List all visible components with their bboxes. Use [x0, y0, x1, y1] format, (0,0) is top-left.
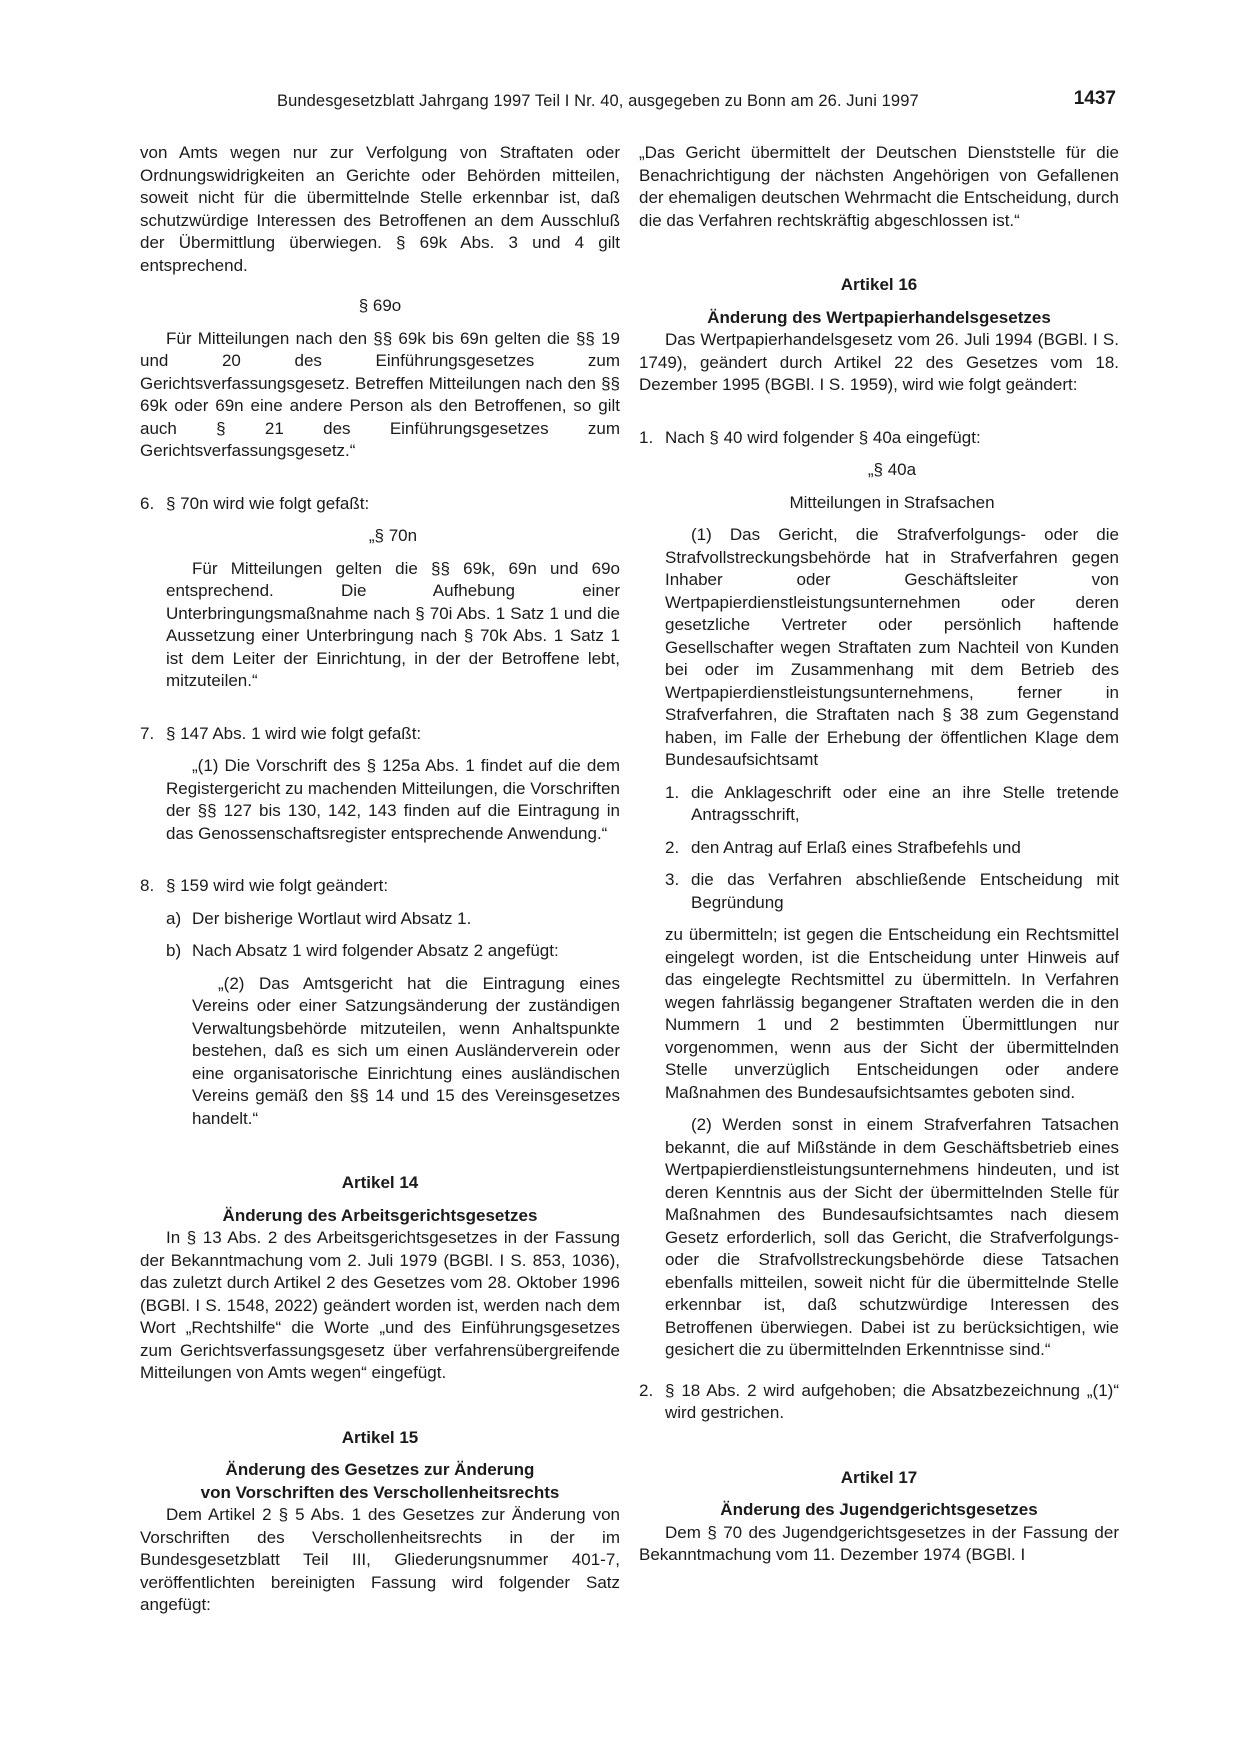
article-16-subtitle: Änderung des Wertpapierhandelsgesetzes	[707, 307, 1051, 327]
list-text: die Anklageschrift oder eine an ihre Stelle tretende Antragsschrift,	[691, 782, 1119, 824]
left-intro-paragraph: von Amts wegen nur zur Verfolgung von Straftaten oder Ordnungswidrigkeiten an Gerichte oder Behörden mitteilen, soweit nicht für die übermittelnde Stelle erkennbar ist, daß schutzwürdige Interessen des Betroffenen an dem Ausschluß der Übermittlung überwiegen. § 69k Abs. 3 und 4 gilt entsprechend.	[140, 143, 620, 275]
list-item	[639, 837, 1119, 860]
item-text: § 159 wird wie folgt geändert:	[166, 876, 389, 895]
item-number: 6.	[140, 493, 155, 513]
section-70n-heading: „§ 70n	[368, 526, 418, 545]
item-text: § 18 Abs. 2 wird aufgehoben; die Absatzbezeichnung „(1)“ wird gestrichen.	[665, 1380, 1119, 1422]
page-number: 1437	[1073, 88, 1116, 109]
list-item-6	[140, 493, 620, 516]
list-number: 2.	[665, 837, 680, 857]
list-item	[639, 869, 1119, 914]
article-15-subtitle-line-2: von Vorschriften des Verschollenheitsrechts	[200, 1482, 560, 1502]
sub-item-letter: b)	[166, 941, 182, 960]
article-14-subtitle: Änderung des Arbeitsgerichtsgesetzes	[222, 1205, 538, 1225]
list-text: den Antrag auf Erlaß eines Strafbefehls und	[691, 837, 1021, 857]
item-number: 1.	[639, 427, 654, 447]
list-item-7	[140, 723, 620, 746]
section-69o-heading: § 69o	[358, 296, 402, 315]
article-17-text: Dem § 70 des Jugendgerichtsgesetzes in der Fassung der Bekanntmachung vom 11. Dezember 1974 (BGBl. I	[639, 1522, 1119, 1564]
list-item-8	[140, 875, 620, 898]
article-15-subtitle-line-1: Änderung des Gesetzes zur Änderung	[225, 1460, 535, 1479]
sub-item-text: Nach Absatz 1 wird folgender Absatz 2 angefügt:	[192, 941, 559, 960]
list-number: 1.	[665, 782, 680, 802]
section-69o-text: Für Mitteilungen nach den §§ 69k bis 69n gelten die §§ 19 und 20 des Einführungsgesetzes zum Gerichtsverfassungsgesetz. Betreffen Mitteilungen nach den §§ 69k oder 69n eine andere Person als den Betroffenen, so gilt auch § 21 des Einführungsgesetzes zum Gerichtsverfassungsgesetz.“	[140, 328, 620, 460]
sub-item-text: Der bisherige Wortlaut wird Absatz 1.	[192, 908, 472, 928]
sub-item-8a	[140, 908, 620, 931]
article-14-text: In § 13 Abs. 2 des Arbeitsgerichtsgesetzes in der Fassung der Bekanntmachung vom 2. Juli 1979 (BGBl. I S. 853, 1036), das zuletzt durch Artikel 2 des Gesetzes vom 28. Oktober 1996 (BGBl. I S. 1548, 2022) geändert worden ist, werden nach dem Wort „Rechtshilfe“ die Worte „und des Einführungsgesetzes zum Gerichtsverfassungsgesetz über verfahrensübergreifende Mitteilungen von Amts wegen“ eingefügt.	[140, 1228, 620, 1382]
item-8b-quote: „(2) Das Amtsgericht hat die Eintragung eines Vereins oder einer Satzungsänderung der zuständigen Verwaltungsbehörde mitzuteilen, wenn Anhaltspunkte bestehen, daß es sich um einen Ausländerverein oder eine organisatorische Einrichtung eines ausländischen Vereins gemäß den §§ 14 und 15 des Vereinsgesetzes handelt.“	[192, 973, 620, 1128]
article-15-text: Dem Artikel 2 § 5 Abs. 1 des Gesetzes zur Änderung von Vorschriften des Verschollenheitsrechts in der im Bundesgesetzblatt Teil III, Gliederungsnummer 401-7, veröffentlichten bereinigten Fassung wird folgender Satz angefügt:	[140, 1505, 620, 1614]
list-item-2	[639, 1380, 1119, 1425]
article-17-subtitle: Änderung des Jugendgerichtsgesetzes	[720, 1500, 1038, 1519]
list-text: die das Verfahren abschließende Entscheidung mit Begründung	[691, 870, 1119, 912]
left-column	[140, 142, 620, 1617]
section-70n-text: Für Mitteilungen gelten die §§ 69k, 69n und 69o entsprechend. Die Aufhebung einer Unterbringungsmaßnahme nach § 70i Abs. 1 Satz 1 und die Aussetzung einer Unterbringung nach § 70k Abs. 1 Satz 1 ist dem Leiter der Einrichtung, in der der Betroffene lebt, mitzuteilen.“	[166, 558, 620, 690]
item-text: Nach § 40 wird folgender § 40a eingefügt:	[665, 427, 981, 447]
section-40a-subheading: Mitteilungen in Strafsachen	[789, 492, 995, 512]
list-item	[639, 782, 1119, 827]
list-item-1	[639, 427, 1119, 450]
item-text: § 147 Abs. 1 wird wie folgt gefaßt:	[166, 723, 422, 743]
article-15-title: Artikel 15	[341, 1427, 419, 1447]
article-16-title: Artikel 16	[840, 275, 918, 294]
right-intro-paragraph: „Das Gericht übermittelt der Deutschen Dienststelle für die Benachrichtigung der nächsten Angehörigen von Gefallenen der ehemaligen deutschen Wehrmacht die Entscheidung, durch die das Verfahren rechtskräftig abgeschlossen ist.“	[639, 143, 1119, 230]
section-40a-paragraph-1-continued: zu übermitteln; ist gegen die Entscheidung ein Rechtsmittel eingelegt worden, ist die Entscheidung unter Hinweis auf das eingelegte Rechtsmittel zu übermitteln. In Verfahren wegen fahrlässig begangener Straftaten werden die in den Nummern 1 und 2 bestimmten Übermittlungen nur vorgenommen, wenn aus der Sicht der übermittelnden Stelle unverzüglich Entscheidungen oder andere Maßnahmen des Bundesaufsichtsamtes geboten sind.	[665, 925, 1119, 1102]
section-40a-paragraph-2: (2) Werden sonst in einem Strafverfahren Tatsachen bekannt, die auf Mißstände in dem Geschäftsbetrieb eines Wertpapierdienstleistungsunternehmens hindeuten, und ist deren Kenntnis aus der Sicht der übermittelnden Stelle für Maßnahmen des Bundesaufsichtsamtes nach diesem Gesetz erforderlich, soll das Gericht, die Strafverfolgungs- oder die Strafvollstreckungsbehörde diese Tatsachen ebenfalls mitteilen, soweit nicht für die übermittelnde Stelle erkennbar ist, daß schutzwürdige Interessen des Betroffenen überwiegen. Dabei ist zu berücksichtigen, wie gesichert die zu übermittelnden Erkenntnisse sind.“	[665, 1115, 1119, 1359]
item-number: 7.	[140, 723, 155, 743]
item-number: 8.	[140, 876, 155, 895]
sub-item-8b	[140, 940, 620, 963]
sub-item-letter: a)	[166, 908, 182, 928]
article-14-title: Artikel 14	[341, 1173, 419, 1192]
section-40a-paragraph-1: (1) Das Gericht, die Strafverfolgungs- oder die Strafvollstreckungsbehörde hat in Strafverfahren gegen Inhaber oder Geschäftsleiter von Wertpapierdienstleistungsunternehmen oder deren gesetzliche Vertreter oder persönlich haftende Gesellschafter wegen Straftaten zum Nachteil von Kunden bei oder im Zusammenhang mit dem Betrieb des Wertpapierdienstleistungsunternehmens, ferner in Strafverfahren, die Straftaten nach § 38 zum Gegenstand haben, im Falle der Erhebung der öffentlichen Klage dem Bundesaufsichtsamt	[665, 525, 1119, 769]
item-7-quote: „(1) Die Vorschrift des § 125a Abs. 1 findet auf die dem Registergericht zu machenden Mitteilungen, die Vorschriften der §§ 127 bis 130, 142, 143 finden auf die Eintragung in das Genossenschaftsregister entsprechende Anwendung.“	[166, 756, 620, 843]
article-17-title: Artikel 17	[840, 1467, 918, 1487]
article-16-text: Das Wertpapierhandelsgesetz vom 26. Juli 1994 (BGBl. I S. 1749), geändert durch Artikel 22 des Gesetzes vom 18. Dezember 1995 (BGBl. I S. 1959), wird wie folgt geändert:	[639, 330, 1119, 394]
header-title: Bundesgesetzblatt Jahrgang 1997 Teil I Nr. 40, ausgegeben zu Bonn am 26. Juni 1997	[277, 92, 919, 110]
page-header	[140, 88, 1116, 114]
right-column	[639, 142, 1119, 1567]
list-number: 3.	[665, 870, 680, 889]
item-number: 2.	[639, 1380, 654, 1400]
section-40a-heading: „§ 40a	[867, 460, 917, 479]
item-text: § 70n wird wie folgt gefaßt:	[166, 493, 370, 513]
